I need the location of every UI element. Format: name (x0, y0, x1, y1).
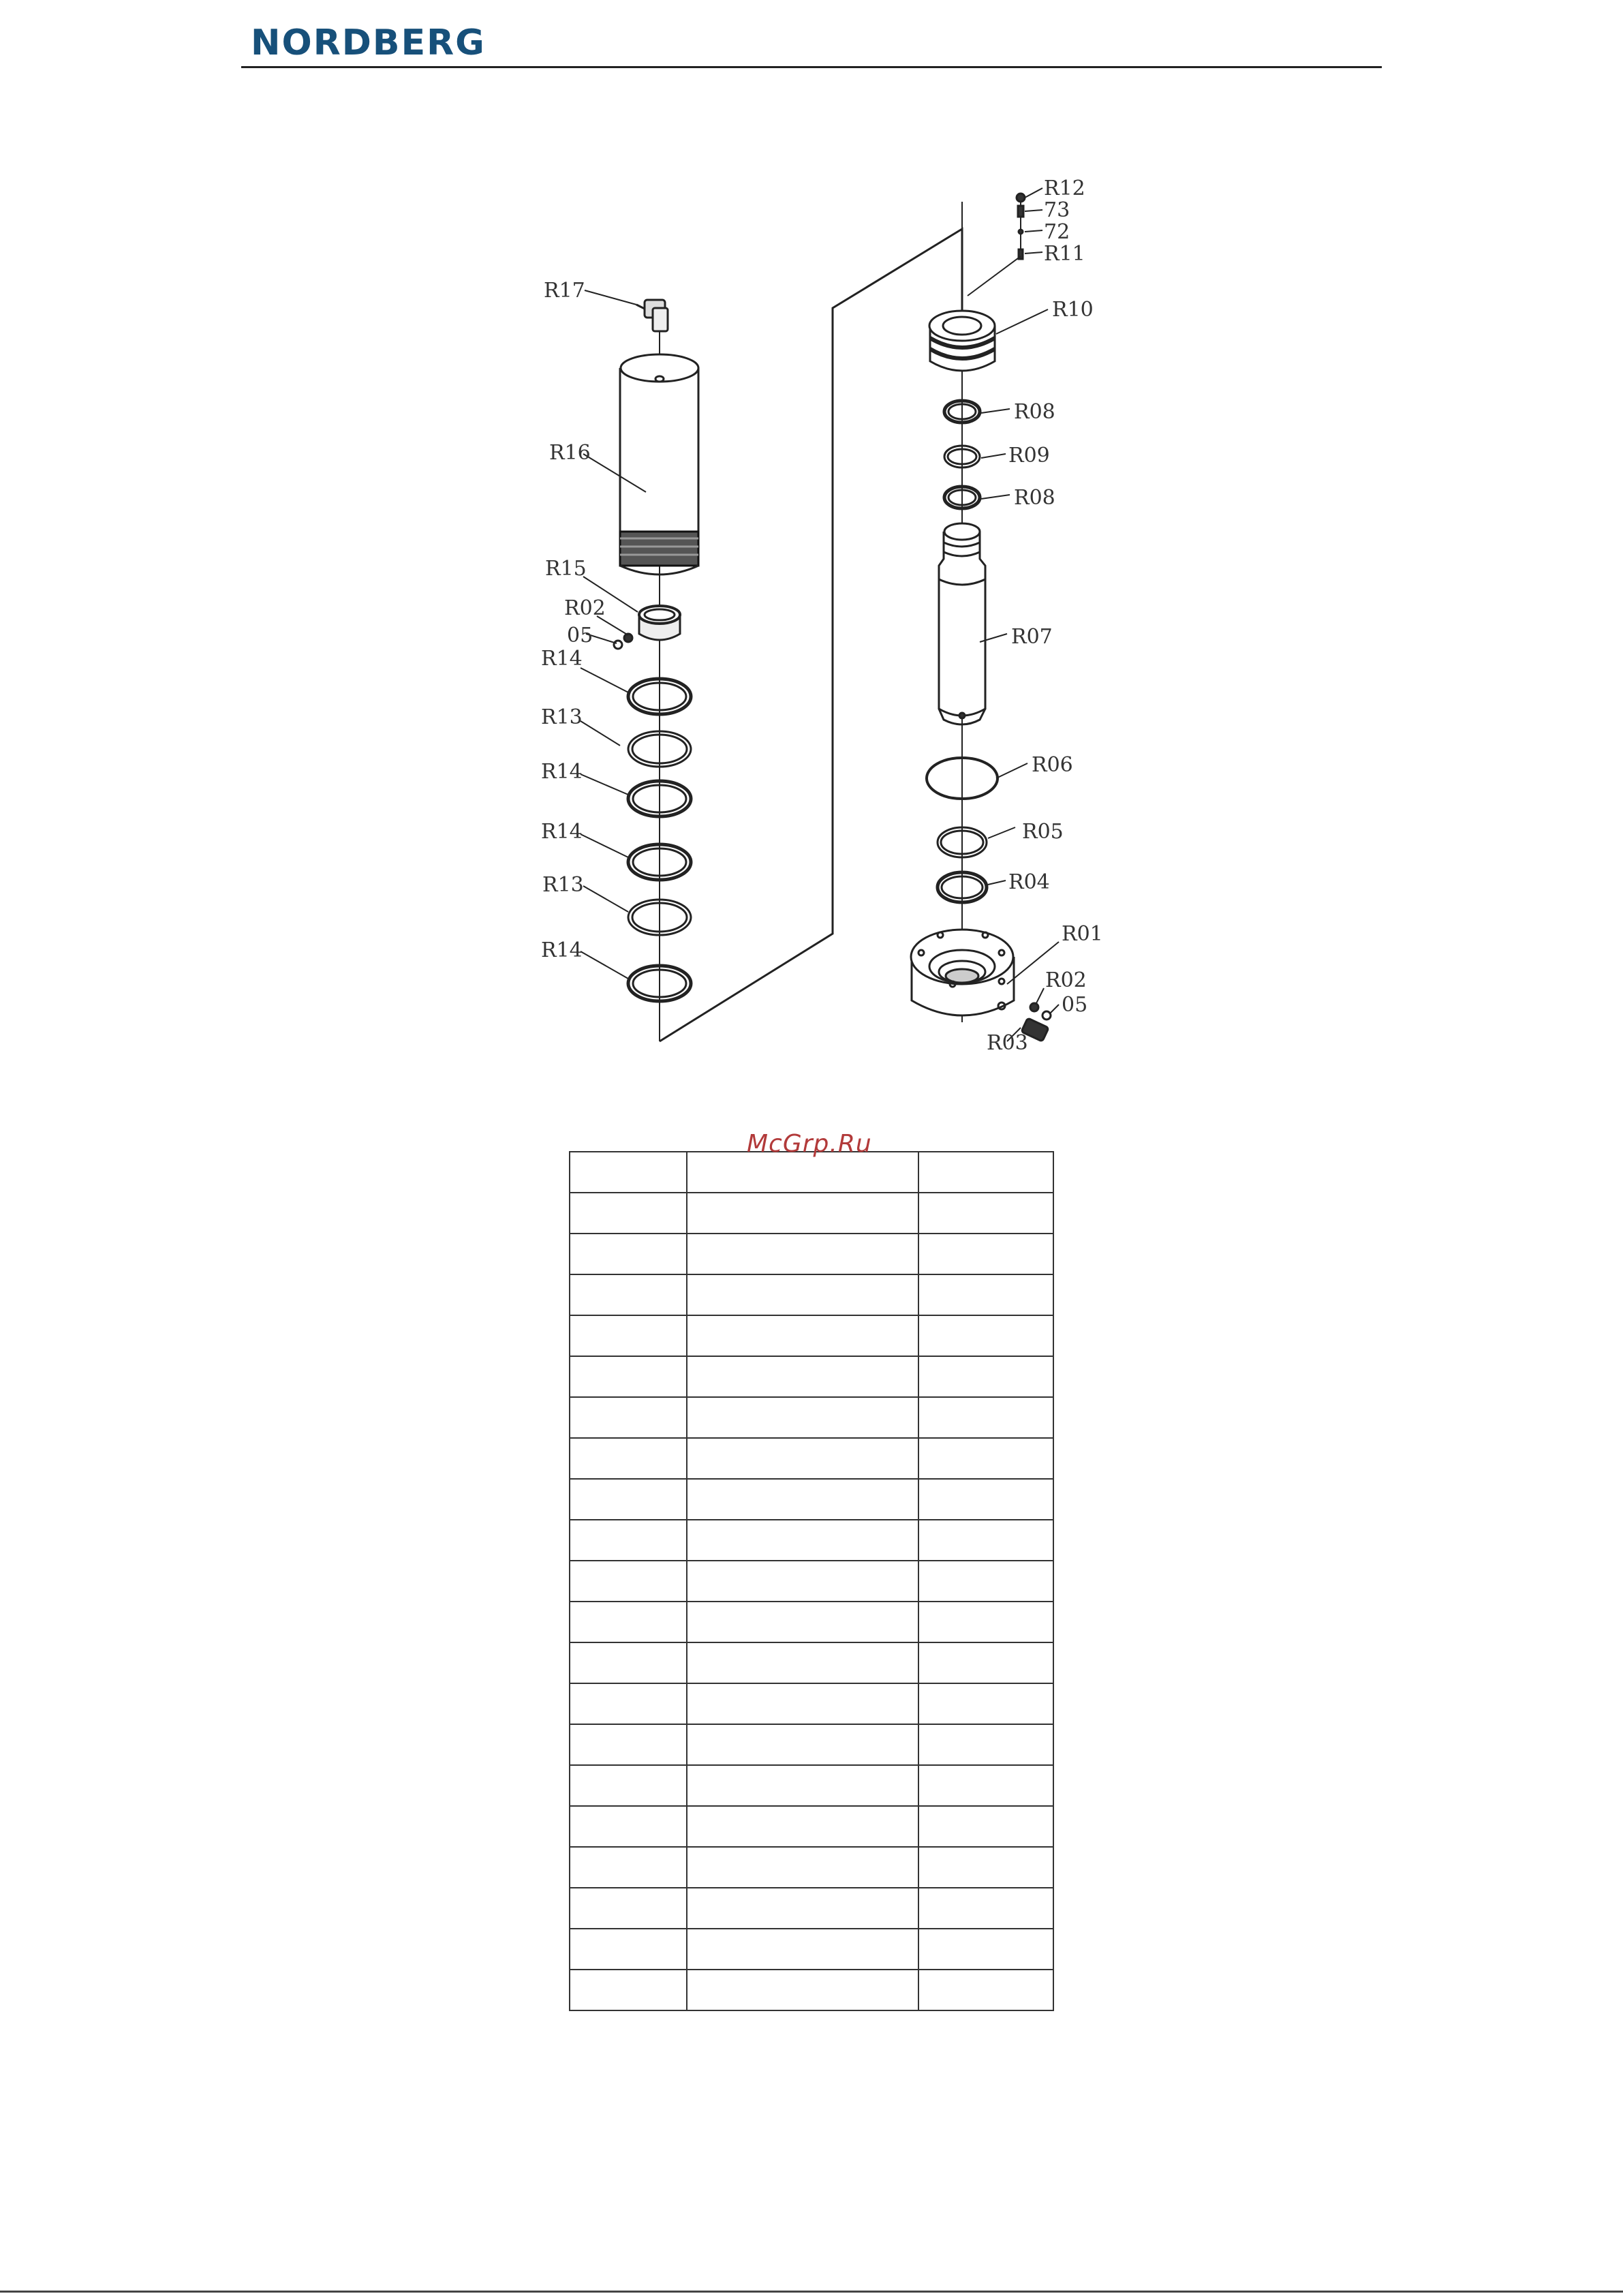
callout-r09: R09 (1008, 444, 1050, 468)
table-cell (918, 1847, 1053, 1888)
ball-r02-right (1030, 1003, 1038, 1011)
table-cell (570, 1683, 687, 1724)
callout-r08-1: R08 (1014, 400, 1055, 424)
part-r12 (1017, 194, 1025, 202)
table-cell (918, 1193, 1053, 1234)
table-cell (918, 1315, 1053, 1356)
table-cell (918, 1765, 1053, 1806)
table-cell (570, 1234, 687, 1274)
table-row (570, 1724, 1053, 1765)
callout-r14-4: R14 (541, 938, 583, 962)
callout-r17: R17 (544, 279, 585, 303)
table-cell (687, 1234, 918, 1274)
footer-divider (0, 2291, 1623, 2293)
table-cell (570, 1274, 687, 1315)
table-cell (687, 1929, 918, 1970)
table-cell (918, 1479, 1053, 1520)
table-cell (570, 1397, 687, 1438)
callout-r05: R05 (1022, 820, 1064, 844)
callout-r14-2: R14 (541, 760, 583, 784)
table-cell (918, 1683, 1053, 1724)
table-row (570, 1970, 1053, 2010)
cylinder-r16 (620, 354, 698, 575)
callout-r02-right: R02 (1045, 968, 1087, 992)
callout-r15: R15 (545, 557, 587, 581)
parts-list-table (569, 1151, 1054, 2011)
table-cell (570, 1970, 687, 2010)
table-cell (918, 1602, 1053, 1642)
table-cell (918, 1724, 1053, 1765)
table-cell (918, 1438, 1053, 1479)
table-row (570, 1438, 1053, 1479)
table-cell (687, 1561, 918, 1602)
table-cell (570, 1765, 687, 1806)
table-cell (687, 1642, 918, 1683)
table-cell (570, 1602, 687, 1642)
table-row (570, 1356, 1053, 1397)
table-row (570, 1520, 1053, 1561)
part-73 (1018, 206, 1023, 217)
callout-05-left: 05 (567, 624, 593, 647)
table-cell (570, 1561, 687, 1602)
table-cell (570, 1520, 687, 1561)
callout-r10: R10 (1052, 298, 1094, 322)
callout-r12: R12 (1044, 177, 1085, 200)
table-cell (570, 1152, 687, 1193)
callout-r13-2: R13 (542, 873, 584, 897)
table-cell (570, 1888, 687, 1929)
gland-r10 (929, 311, 995, 371)
table-cell (570, 1724, 687, 1765)
table-cell (687, 1970, 918, 2010)
table-row (570, 1315, 1053, 1356)
table-cell (570, 1479, 687, 1520)
table-row (570, 1929, 1053, 1970)
callout-r02-left: R02 (564, 596, 606, 620)
watermark-text: McGrp.Ru (747, 1130, 872, 1158)
assembly-connector-line (660, 229, 962, 1041)
exploded-parts-diagram (0, 0, 1623, 1104)
table-cell (570, 1847, 687, 1888)
callout-r08-2: R08 (1014, 486, 1055, 510)
table-cell (687, 1724, 918, 1765)
callout-r16: R16 (549, 441, 591, 465)
table-cell (687, 1315, 918, 1356)
table-cell (687, 1397, 918, 1438)
base-r01 (911, 930, 1014, 1015)
table-cell (918, 1397, 1053, 1438)
table-row (570, 1479, 1053, 1520)
table-cell (918, 1152, 1053, 1193)
table-cell (918, 1520, 1053, 1561)
table-row (570, 1847, 1053, 1888)
table-cell (570, 1356, 687, 1397)
nut-r15 (639, 606, 680, 640)
ball-05-left (614, 641, 622, 649)
table-cell (687, 1479, 918, 1520)
table-row (570, 1683, 1053, 1724)
table-cell (918, 1642, 1053, 1683)
nordberg-logo: NORDBERG (251, 22, 486, 63)
table-row (570, 1602, 1053, 1642)
part-72 (1019, 230, 1023, 234)
table-cell (570, 1642, 687, 1683)
table-row (570, 1193, 1053, 1234)
callout-r14-1: R14 (541, 647, 583, 671)
callout-r01: R01 (1062, 922, 1103, 946)
table-cell (570, 1806, 687, 1847)
table-cell (687, 1806, 918, 1847)
table-cell (687, 1888, 918, 1929)
table-row (570, 1765, 1053, 1806)
table-cell (687, 1847, 918, 1888)
table-cell (687, 1438, 918, 1479)
table-cell (918, 1561, 1053, 1602)
table-cell (918, 1970, 1053, 2010)
table-row (570, 1561, 1053, 1602)
table-cell (918, 1806, 1053, 1847)
callout-r14-3: R14 (541, 820, 583, 844)
table-row (570, 1274, 1053, 1315)
table-row (570, 1806, 1053, 1847)
table-cell (570, 1315, 687, 1356)
elbow-fitting-r17 (636, 300, 668, 331)
table-cell (918, 1274, 1053, 1315)
table-cell (687, 1683, 918, 1724)
table-cell (918, 1356, 1053, 1397)
table-cell (918, 1929, 1053, 1970)
table-cell (570, 1438, 687, 1479)
callout-05-right: 05 (1062, 993, 1088, 1017)
piston-rod-r07 (939, 523, 985, 724)
callout-r07: R07 (1011, 625, 1053, 649)
table-cell (570, 1929, 687, 1970)
callout-r03: R03 (987, 1031, 1028, 1055)
table-cell (687, 1193, 918, 1234)
table-cell (687, 1274, 918, 1315)
table-cell (570, 1193, 687, 1234)
callout-r04: R04 (1008, 870, 1050, 894)
ball-05-right (1042, 1011, 1051, 1020)
table-row (570, 1397, 1053, 1438)
table-cell (687, 1520, 918, 1561)
table-row (570, 1234, 1053, 1274)
table-cell (918, 1888, 1053, 1929)
table-cell (918, 1234, 1053, 1274)
table-row (570, 1888, 1053, 1929)
table-cell (687, 1356, 918, 1397)
table-cell (687, 1765, 918, 1806)
table-row (570, 1152, 1053, 1193)
callout-r13-1: R13 (541, 705, 583, 729)
callout-r06: R06 (1032, 753, 1073, 777)
table-cell (687, 1602, 918, 1642)
callout-72: 72 (1044, 220, 1070, 244)
table-cell (687, 1152, 918, 1193)
callout-73: 73 (1044, 198, 1070, 222)
callout-r11: R11 (1044, 242, 1085, 266)
table-row (570, 1642, 1053, 1683)
